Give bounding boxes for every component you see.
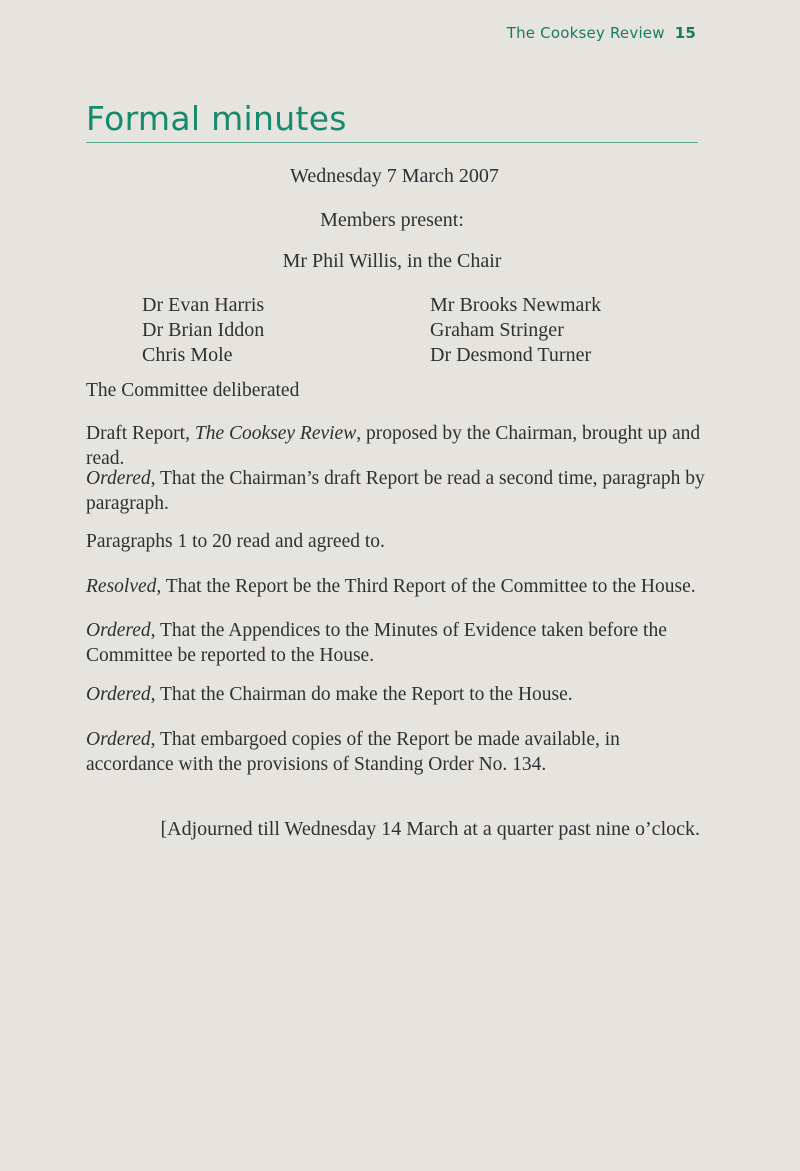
title-divider	[86, 142, 698, 143]
resolved-lead: Resolved	[86, 576, 157, 597]
member-name: Chris Mole	[142, 344, 233, 366]
page-number: 15	[674, 24, 696, 42]
ordered-text: , That embargoed copies of the Report be made available, in accordance with the provisions of Standing Order No. 134.	[86, 729, 620, 775]
paragraphs-agreed-paragraph: Paragraphs 1 to 20 read and agreed to.	[86, 531, 385, 552]
meeting-date: Wednesday 7 March 2007	[290, 165, 499, 187]
running-title: The Cooksey Review	[506, 24, 665, 42]
adjourned-note: [Adjourned till Wednesday 14 March at a quarter past nine o’clock.	[160, 818, 700, 840]
members-list	[142, 293, 662, 368]
member-name: Mr Brooks Newmark	[430, 294, 602, 316]
ordered-embargoed-copies-paragraph	[86, 727, 706, 777]
ordered-lead: Ordered	[86, 620, 151, 641]
draft-report-paragraph	[86, 421, 706, 471]
ordered-lead: Ordered	[86, 468, 151, 489]
ordered-text: , That the Appendices to the Minutes of Evidence taken before the Committee be reported to the House.	[86, 620, 667, 666]
ordered-second-reading-paragraph	[86, 466, 706, 516]
page-title: Formal minutes	[86, 99, 347, 138]
ordered-lead: Ordered	[86, 729, 151, 750]
ordered-appendices-paragraph	[86, 618, 706, 668]
ordered-text: , That the Chairman’s draft Report be read a second time, paragraph by paragraph.	[86, 468, 705, 514]
member-name: Graham Stringer	[430, 319, 564, 341]
resolved-text: , That the Report be the Third Report of the Committee to the House.	[156, 576, 696, 597]
member-name: Dr Evan Harris	[142, 294, 265, 316]
ordered-make-report-paragraph	[86, 682, 706, 707]
member-name: Dr Brian Iddon	[142, 319, 265, 341]
chair-line: Mr Phil Willis, in the Chair	[282, 250, 502, 272]
ordered-lead: Ordered	[86, 684, 151, 705]
draft-after-text: , proposed by the Chairman, brought up and read.	[86, 423, 701, 469]
member-name: Dr Desmond Turner	[430, 344, 592, 366]
members-heading: Members present:	[320, 209, 464, 231]
report-title: The Cooksey Review	[194, 423, 357, 444]
draft-before-text: Draft Report,	[86, 423, 195, 444]
resolved-paragraph	[86, 574, 706, 599]
running-header	[507, 24, 696, 42]
ordered-text: , That the Chairman do make the Report to the House.	[150, 684, 573, 705]
deliberated-paragraph: The Committee deliberated	[86, 380, 300, 401]
